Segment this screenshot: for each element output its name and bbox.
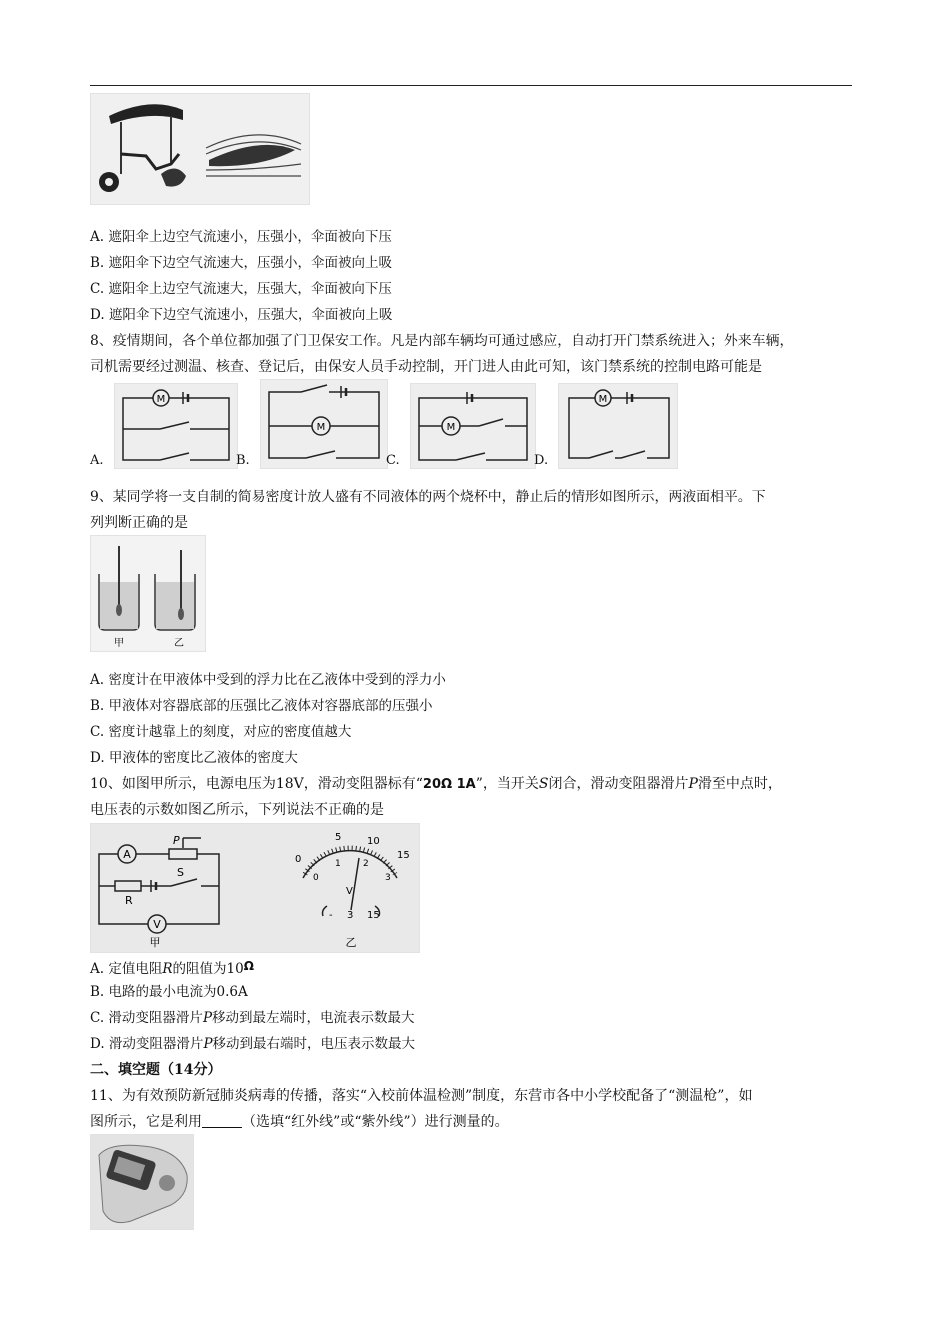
meter-inner-3: 3 [385,873,391,883]
beaker-label-jia: 甲 [114,638,124,649]
meter-unit: V [346,886,353,897]
meter-inner-2: 2 [363,859,369,869]
circuit-option-c [410,383,536,469]
meter-zero: 0 [295,854,302,865]
voltmeter-icon: V [153,918,161,931]
meter-inner-0: 0 [313,873,319,883]
answer-blank[interactable] [202,1113,242,1128]
section-title-fill-in: 二、填空题（14分） [90,1062,222,1078]
q10-option-c: C. 滑动变阻器滑片P移动到最左端时，电流表示数最大 [90,1010,415,1026]
scooter-umbrella-figure [90,93,310,205]
q11-stem-line2: 图所示，它是利用 （选填“红外线”或“紫外线”）进行测量的。 [90,1114,509,1130]
motor-icon: M [446,422,456,433]
circuit-and-voltmeter-figure [90,823,420,953]
meter-tick-15: 15 [397,850,410,861]
header-rule [90,85,852,86]
q7-option-d: D. 遮阳伞下边空气流速小，压强大，伞面被向上吸 [90,307,393,323]
terminal-15: 15 [367,910,380,921]
q9-stem-line1: 9、某同学将一支自制的简易密度计放人盛有不同液体的两个烧杯中，静止后的情形如图所示，两液面相平。下 [90,489,766,505]
meter-tick-10: 10 [367,836,380,847]
q9-option-b: B. 甲液体对容器底部的压强比乙液体对容器底部的压强小 [90,698,433,714]
motor-icon: M [156,394,166,405]
switch-label: S [177,866,184,879]
q10-option-a: A. 定值电阻R的阻值为10Ω [90,959,254,977]
q9-option-a: A. 密度计在甲液体中受到的浮力比在乙液体中受到的浮力小 [90,672,446,688]
q10-stem-line1: 10、如图甲所示，电源电压为18V，滑动变阻器标有“20Ω 1A”，当开关S闭合，滑动变阻器滑片P滑至中点时， [90,776,782,792]
terminal-3: 3 [347,910,354,921]
motor-icon: M [316,422,326,433]
q10-option-b: B. 电路的最小电流为0.6A [90,984,248,1000]
circuit-option-d [558,383,678,469]
thermometer-gun-figure [90,1134,194,1230]
q10-option-d: D. 滑动变阻器滑片P移动到最右端时，电压表示数最大 [90,1036,416,1052]
circuit-caption: 甲 [149,936,161,949]
q7-option-a: A. 遮阳伞上边空气流速小，压强小，伞面被向下压 [90,229,392,245]
meter-caption: 乙 [345,936,357,949]
meter-tick-5: 5 [335,832,342,843]
meter-inner-1: 1 [335,859,341,869]
q7-option-b: B. 遮阳伞下边空气流速大，压强小，伞面被向上吸 [90,255,393,271]
beaker-label-yi: 乙 [174,638,184,649]
q7-option-c: C. 遮阳伞上边空气流速大，压强大，伞面被向下压 [90,281,392,297]
q9-option-d: D. 甲液体的密度比乙液体的密度大 [90,750,298,766]
motor-icon: M [598,394,608,405]
circuit-option-a [114,383,238,469]
q9-option-c: C. 密度计越靠上的刻度，对应的密度值越大 [90,724,352,740]
slider-label: P [173,834,180,847]
density-meter-beakers-figure [90,535,206,652]
terminal-negative: - [329,910,333,921]
rheostat-rating: 20Ω 1A [422,777,476,792]
q8-stem-line2: 司机需要经过测温、核查、登记后，由保安人员手动控制，开门进人由此可知，该门禁系统的控制电路可能是 [90,359,762,375]
q8-label-d: D. [534,453,549,468]
circuit-option-b [260,379,388,469]
q9-stem-line2: 列判断正确的是 [90,515,188,531]
resistor-label: R [125,894,133,907]
ammeter-icon: A [123,848,131,861]
q8-stem-line1: 8、疫情期间，各个单位都加强了门卫保安工作。凡是内部车辆均可通过感应，自动打开门禁系统进入；外来车辆， [90,333,794,349]
q11-stem-line1: 11、为有效预防新冠肺炎病毒的传播，落实“入校前体温检测”制度，东营市各中小学校配备了“测温枪”，如 [90,1088,753,1104]
q10-stem-line2: 电压表的示数如图乙所示，下列说法不正确的是 [90,802,384,818]
q8-label-a: A. [90,453,104,468]
q8-label-b: B. [236,453,250,468]
q8-label-c: C. [386,453,400,468]
